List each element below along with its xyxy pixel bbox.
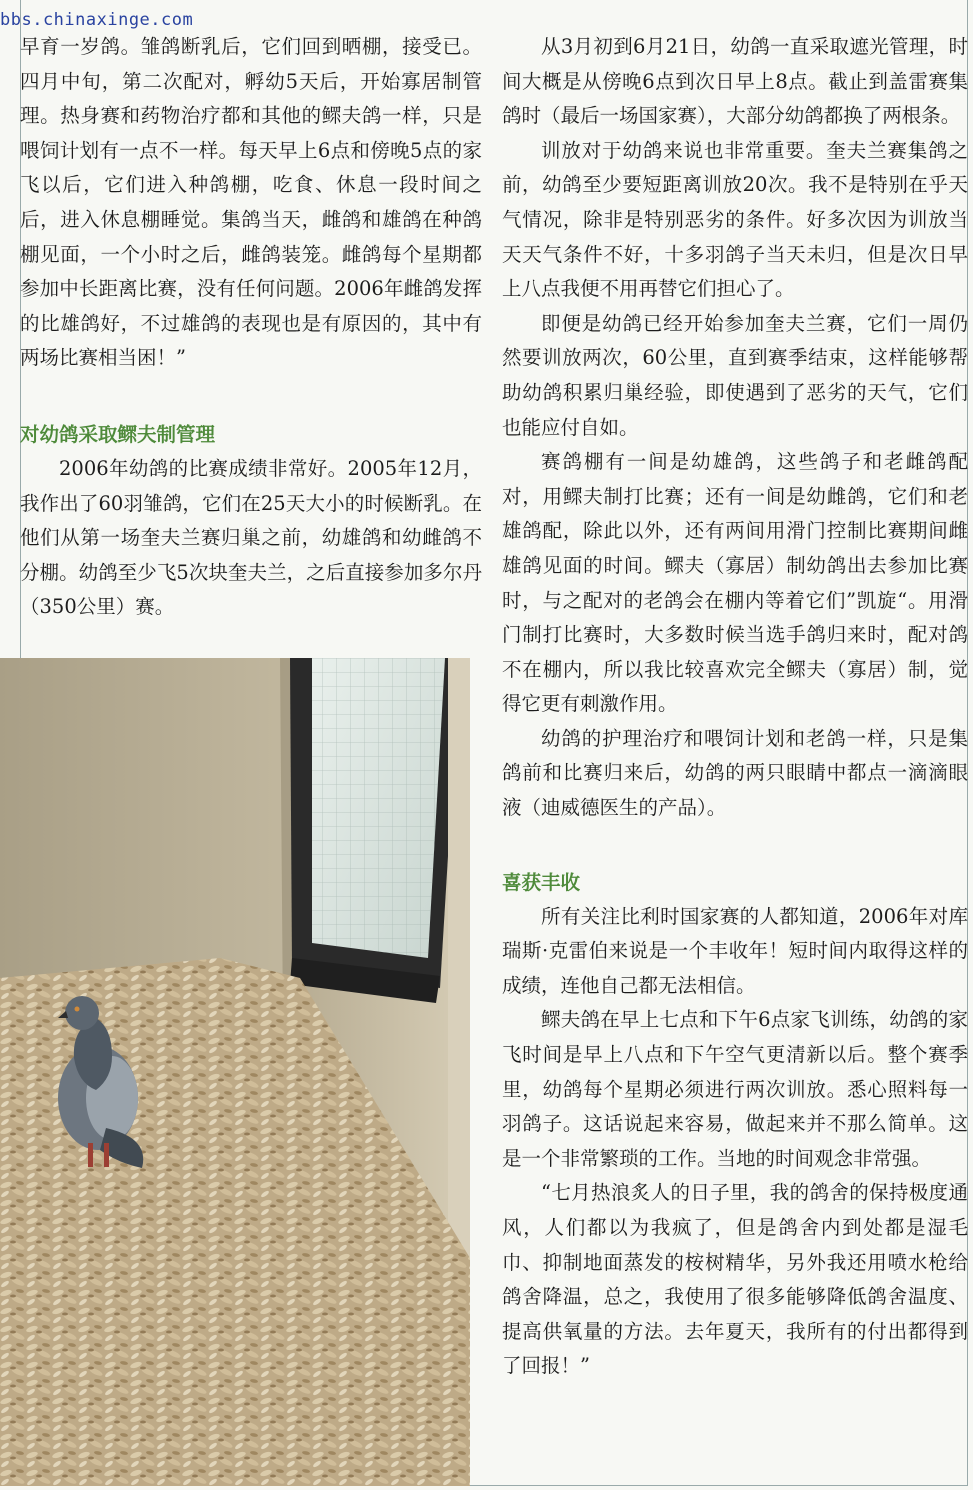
- site-watermark: bbs.chinaxinge.com: [0, 10, 194, 30]
- right-paragraph-1: 从3月初到6月21日，幼鸽一直采取遮光管理，时间大概是从傍晚6点到次日早上8点。截止到盖雷赛集鸽时（最后一场国家赛），大部分幼鸽都换了两根条。: [502, 35, 968, 128]
- right-paragraph-2: 训放对于幼鸽来说也非常重要。奎夫兰赛集鸽之前，幼鸽至少要短距离训放20次。我不是特别在乎天气情况，除非是特别恶劣的条件。好多次因为训放当天天气条件不好，十多羽鸽子当天未归，但是次日早上八点我便不用再替它们担心了。: [502, 138, 968, 301]
- left-paragraph-1: 早育一岁鸽。雏鸽断乳后，它们回到晒棚，接受已。四月中旬，第二次配对，孵幼5天后，开始寡居制管理。热身赛和药物治疗都和其他的鳏夫鸽一样，只是喂饲计划有一点不一样。每天早上6点和傍晚5点的家飞以后，它们进入种鸽棚，吃食、休息一段时间之后，进入休息棚睡觉。集鸽当天，雌鸽和雄鸽在种鸽棚见面，一个小时之后，雌鸽装笼。雌鸽每个星期都参加中长距离比赛，没有任何问题。2006年雌鸽发挥的比雄鸽好，不过雄鸽的表现也是有原因的，其中有两场比赛相当困！”: [20, 35, 482, 370]
- right-paragraph-8: “七月热浪炙人的日子里，我的鸽舍的保持极度通风，人们都以为我疯了，但是鸽舍内到处都是湿毛巾、抑制地面蒸发的桉树精华，另外我还用喷水枪给鸽舍降温，总之，我使用了很多能够降低鸽舍温度、提高供氧量的方法。去年夏天，我所有的付出都得到了回报！”: [502, 1181, 968, 1378]
- left-paragraph-2: 2006年幼鸽的比赛成绩非常好。2005年12月，我作出了60羽雏鸽，它们在25天大小的时候断乳。在他们从第一场奎夫兰赛归巢之前，幼雄鸽和幼雌鸽不分棚。幼鸽至少飞5次块奎夫兰，之后直接参加多尔丹（350公里）赛。: [20, 456, 482, 619]
- pigeon-loft-photo: [0, 658, 470, 1486]
- right-column: [502, 30, 968, 1384]
- right-paragraph-4: 赛鸽棚有一间是幼雄鸽，这些鸽子和老雌鸽配对，用鳏夫制打比赛；还有一间是幼雌鸽，它们和老雄鸽配，除此以外，还有两间用滑门控制比赛期间雌雄鸽见面的时间。鳏夫（寡居）制幼鸽出去参加比赛时，与之配对的老鸽会在棚内等着它们”凯旋“。用滑门制打比赛时，大多数时候当选手鸽归来时，配对鸽不在棚内，所以我比较喜欢完全鳏夫（寡居）制，觉得它更有刺激作用。: [502, 450, 968, 716]
- right-paragraph-6: 所有关注比利时国家赛的人都知道，2006年对库瑞斯·克雷伯来说是一个丰收年！短时间内取得这样的成绩，连他自己都无法相信。: [502, 904, 968, 997]
- right-paragraph-5: 幼鸽的护理治疗和喂饲计划和老鸽一样，只是集鸽前和比赛归来后，幼鸽的两只眼睛中都点一滴滴眼液（迪威德医生的产品）。: [502, 726, 968, 820]
- section-heading-harvest: 喜获丰收: [502, 870, 581, 894]
- right-paragraph-3: 即便是幼鸽已经开始参加奎夫兰赛，它们一周仍然要训放两次，60公里，直到赛季结束，这样能够帮助幼鸽积累归巢经验，即使遇到了恶劣的天气，它们也能应付自如。: [502, 311, 968, 439]
- right-paragraph-7: 鳏夫鸽在早上七点和下午6点家飞训练，幼鸽的家飞时间是早上八点和下午空气更清新以后。整个赛季里，幼鸽每个星期必须进行两次训放。悉心照料每一羽鸽子。这话说起来容易，做起来并不那么简单。这是一个非常繁琐的工作。当地的时间观念非常强。: [502, 1008, 968, 1170]
- left-column: [20, 30, 482, 625]
- section-heading-young-bird-widowhood: 对幼鸽采取鳏夫制管理: [20, 422, 216, 446]
